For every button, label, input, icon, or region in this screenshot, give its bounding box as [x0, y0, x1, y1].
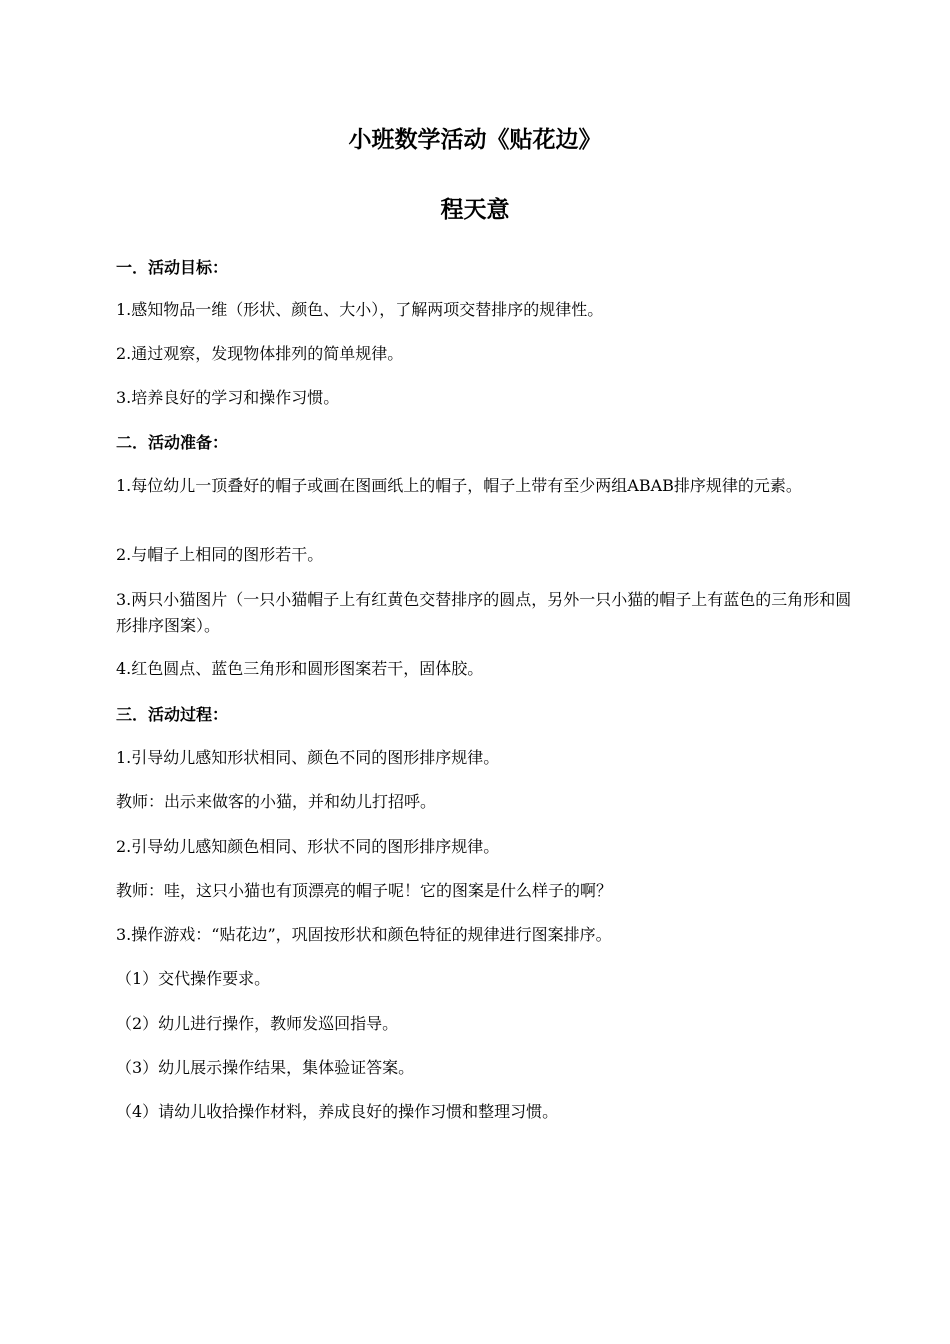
paragraph: （4）请幼儿收拾操作材料，养成良好的操作习惯和整理习惯。 — [116, 1102, 559, 1121]
paragraph: 3.操作游戏：“贴花边”，巩固按形状和颜色特征的规律进行图案排序。 — [116, 925, 612, 944]
section-heading-preparation: 二．活动准备： — [116, 433, 229, 452]
paragraph: （1）交代操作要求。 — [116, 969, 271, 988]
paragraph: 教师：出示来做客的小猫，并和幼儿打招呼。 — [116, 792, 437, 811]
paragraph: 4.红色圆点、蓝色三角形和圆形图案若干，固体胶。 — [116, 659, 484, 678]
paragraph: 教师：哇，这只小猫也有顶漂亮的帽子呢！它的图案是什么样子的啊？ — [116, 881, 613, 900]
document-title: 小班数学活动《贴花边》 — [348, 126, 602, 153]
paragraph: （3）幼儿展示操作结果，集体验证答案。 — [116, 1058, 415, 1077]
paragraph: 2.与帽子上相同的图形若干。 — [116, 545, 324, 564]
section-heading-goals: 一．活动目标： — [116, 258, 229, 277]
paragraph: 1.感知物品一维（形状、颜色、大小），了解两项交替排序的规律性。 — [116, 300, 604, 319]
paragraph: 3.两只小猫图片（一只小猫帽子上有红黄色交替排序的圆点，另外一只小猫的帽子上有蓝色的三角形和圆形排序图案）。 — [116, 590, 852, 635]
paragraph: （2）幼儿进行操作，教师发巡回指导。 — [116, 1014, 399, 1033]
document-author: 程天意 — [440, 196, 510, 223]
section-heading-process: 三．活动过程： — [116, 705, 229, 724]
paragraph: 3.培养良好的学习和操作习惯。 — [116, 388, 340, 407]
paragraph: 2.引导幼儿感知颜色相同、形状不同的图形排序规律。 — [116, 837, 500, 856]
paragraph: 1.每位幼儿一顶叠好的帽子或画在图画纸上的帽子，帽子上带有至少两组ABAB排序规律的元素。 — [116, 476, 802, 495]
paragraph: 2.通过观察，发现物体排列的简单规律。 — [116, 344, 404, 363]
paragraph: 1.引导幼儿感知形状相同、颜色不同的图形排序规律。 — [116, 748, 500, 767]
